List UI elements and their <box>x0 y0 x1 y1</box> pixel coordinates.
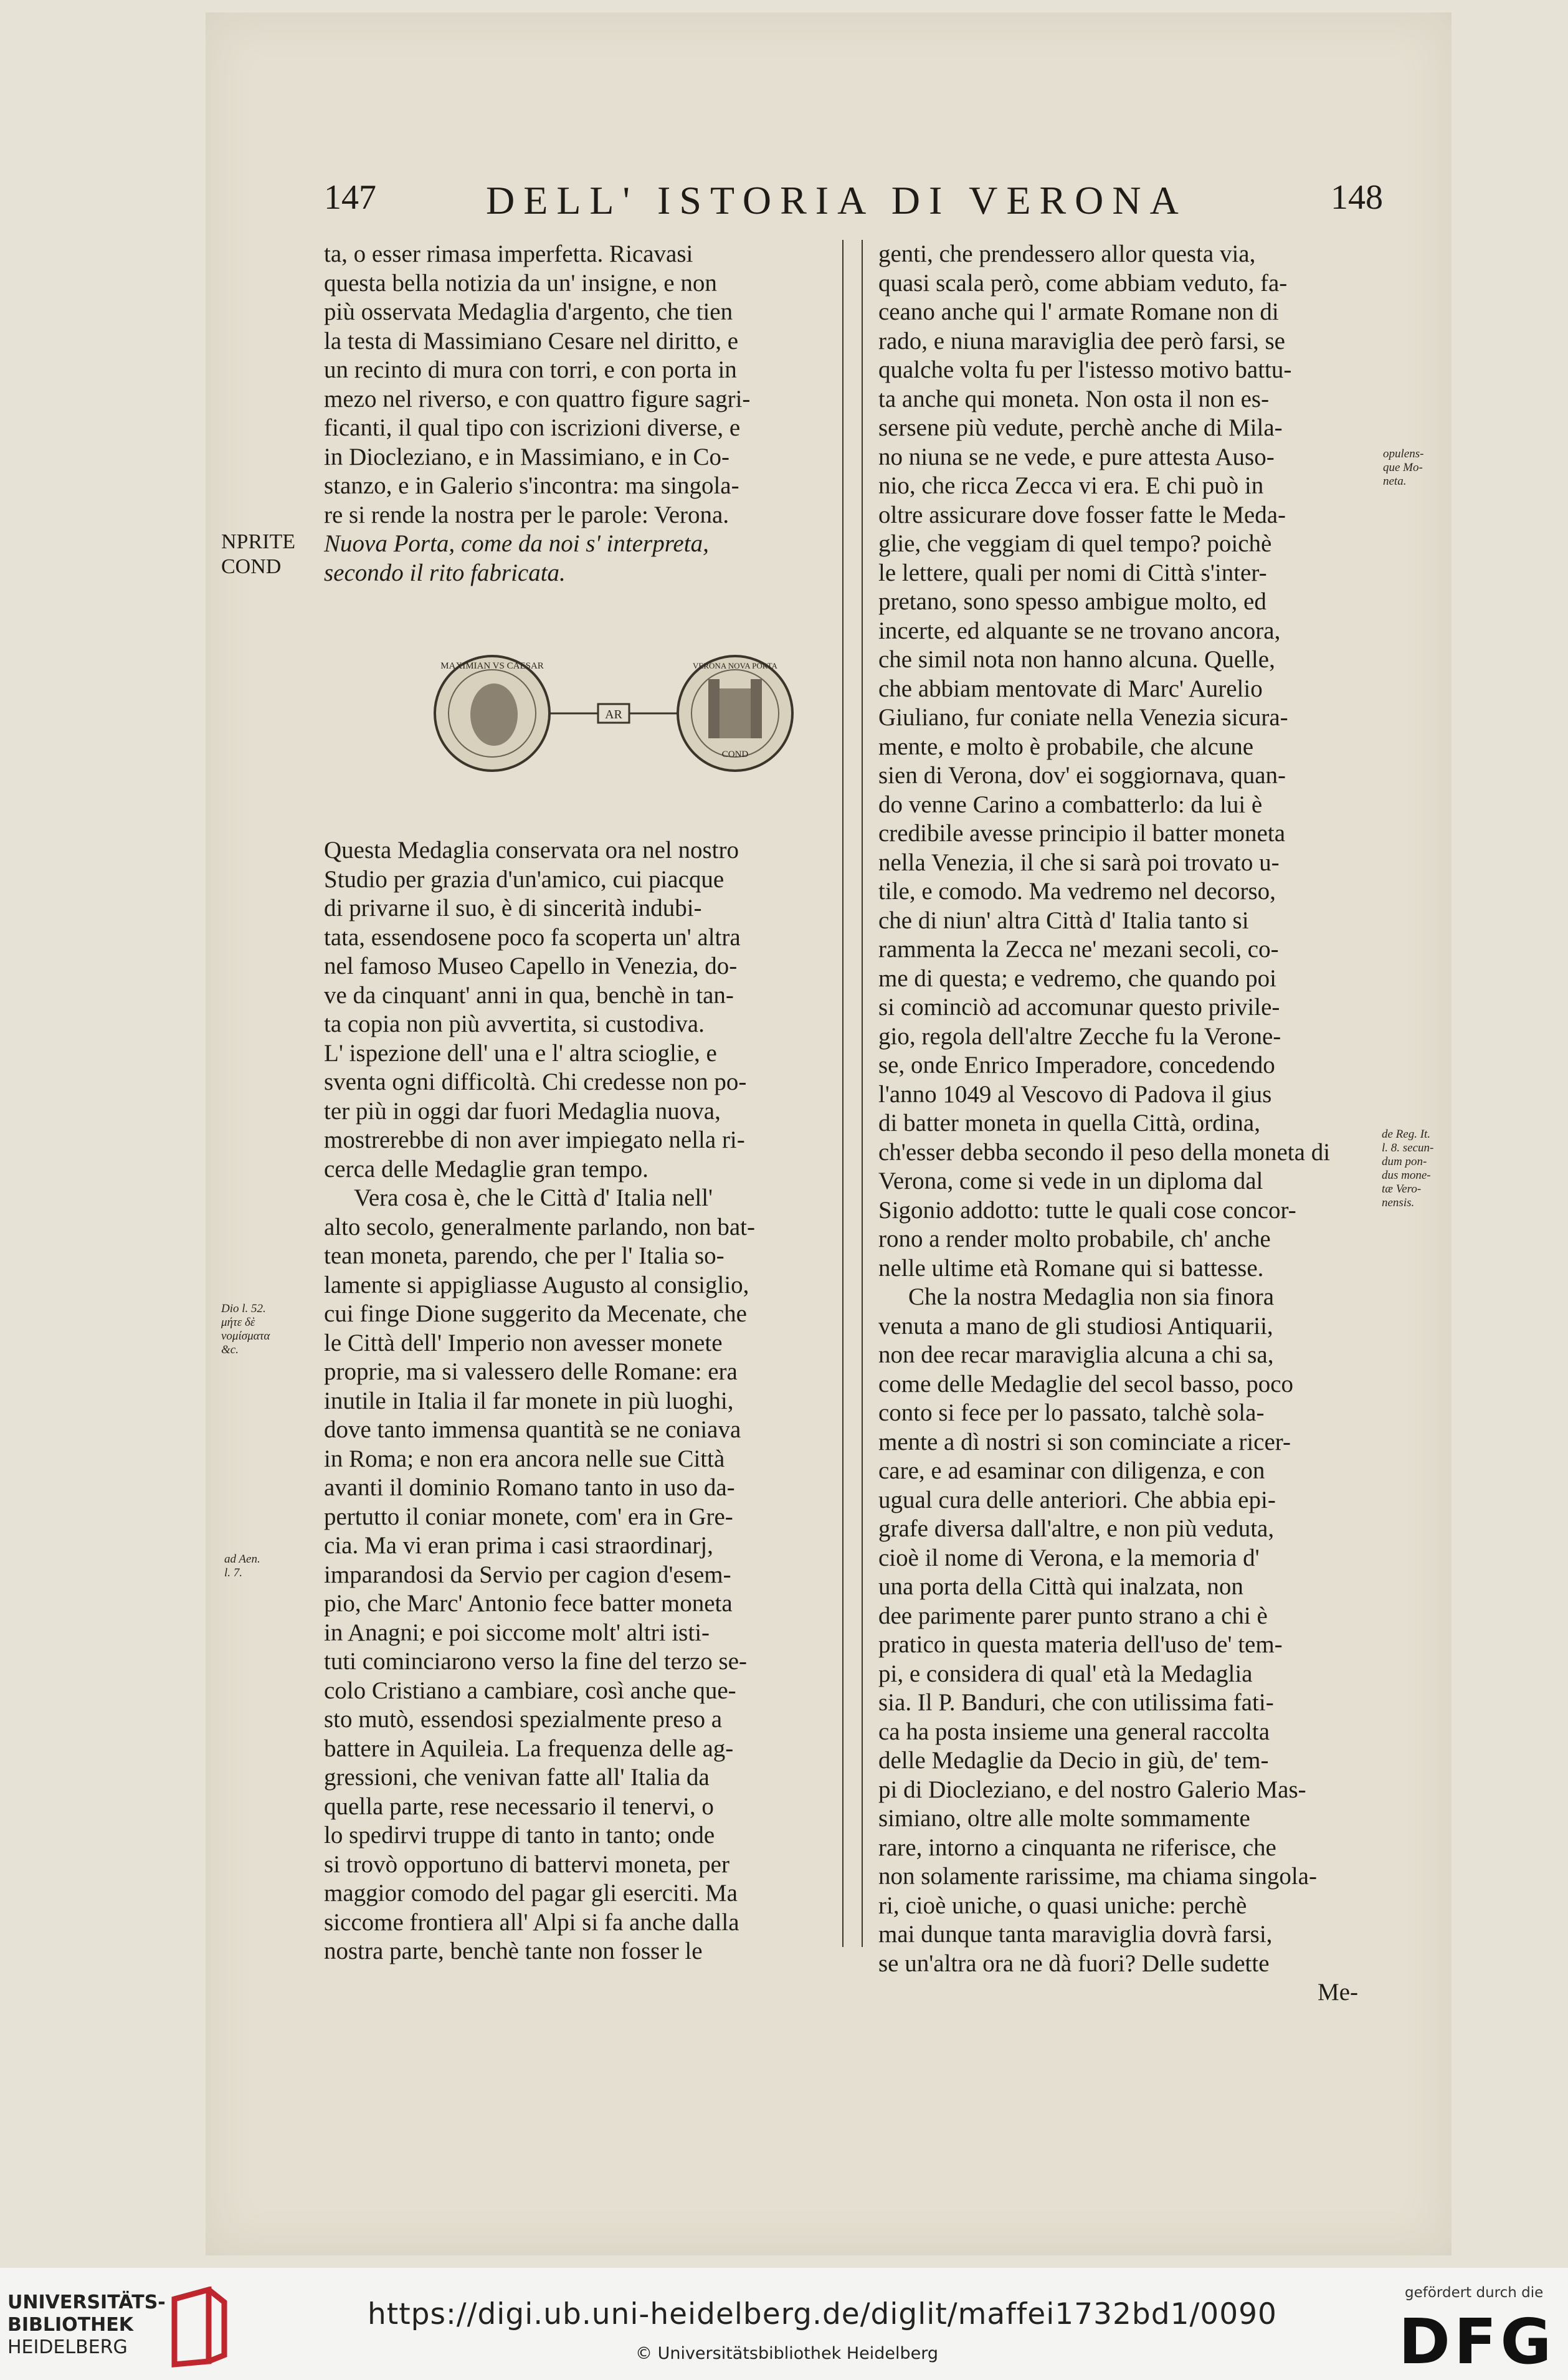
note-line: opulens- <box>1383 447 1424 460</box>
text-line: sto mutò, essendosi spezialmente preso a <box>324 1706 723 1733</box>
text-line: pi di Diocleziano, e del nostro Galerio Mas- <box>878 1776 1306 1803</box>
text-line: conto si fece per lo passato, talchè sola- <box>878 1399 1265 1426</box>
text-line: cioè il nome di Verona, e la memoria d' <box>878 1544 1260 1571</box>
text-line: pratico in questa materia dell'uso de' tem- <box>878 1631 1283 1658</box>
text-line: di privarne il suo, è di sincerità indubi- <box>324 895 702 921</box>
note-line: neta. <box>1383 475 1407 488</box>
text-line: tean moneta, parendo, che per l' Italia so- <box>324 1242 725 1269</box>
gate-tower-right <box>751 679 762 738</box>
text-line: Questa Medaglia conservata ora nel nostro <box>324 837 739 864</box>
text-line: non dee recar maraviglia alcuna a chi sa, <box>878 1341 1274 1368</box>
text-line: le Città dell' Imperio non avesser monete <box>324 1329 723 1356</box>
emperor-head <box>470 683 518 746</box>
text-line: come delle Medaglie del secol basso, poco <box>878 1370 1294 1397</box>
text-line: cui finge Dione suggerito da Mecenate, che <box>324 1300 747 1327</box>
text-line: re si rende la nostra per le parole: Verona. <box>324 501 729 528</box>
right-column <box>878 240 1358 2007</box>
text-line: glie, che veggiam di quel tempo? poichè <box>878 530 1272 557</box>
running-head <box>324 178 1383 221</box>
note-line: dum pon- <box>1382 1155 1427 1168</box>
text-line: la testa di Massimiano Cesare nel diritto, e <box>324 327 738 355</box>
text-line: le lettere, quali per nomi di Città s'inter- <box>878 559 1267 586</box>
library-logo-line: UNIVERSITÄTS- <box>7 2292 166 2313</box>
text-line: l'anno 1049 al Vescovo di Padova il gius <box>878 1080 1272 1108</box>
note-line: Dio l. 52. <box>221 1302 266 1315</box>
text-line: dee parimente parer punto strano a chi è <box>878 1602 1268 1629</box>
text-line: Verona, come si vede in un diploma dal <box>878 1168 1263 1194</box>
margin-note-dio <box>221 1302 270 1357</box>
text-line: pertutto il coniar monete, com' era in Gre- <box>324 1503 733 1530</box>
viewer-footer <box>0 2268 1568 2380</box>
text-line: mezo nel riverso, e con quattro figure sagri- <box>324 385 751 412</box>
text-line: di batter moneta in quella Città, ordina, <box>878 1110 1260 1136</box>
text-line: tile, e comodo. Ma vedremo nel decorso, <box>878 878 1276 905</box>
margin-note-opulens <box>1383 447 1423 488</box>
note-line: &c. <box>221 1343 239 1356</box>
note-line: que Mo- <box>1383 461 1423 474</box>
copyright-notice: © Universitätsbibliothek Heidelberg <box>635 2344 939 2363</box>
permalink-url[interactable]: https://digi.ub.uni-heidelberg.de/diglit/maffei1732bd1/0090 <box>368 2297 1277 2331</box>
text-line: mostrerebbe di non aver impiegato nella ri- <box>324 1126 745 1153</box>
text-line: ch'esser debba secondo il peso della moneta di <box>878 1138 1331 1166</box>
text-line: Studio per grazia d'un'amico, cui piacque <box>324 865 725 893</box>
text-line: tata, essendosene poco fa scoperta un' altra <box>324 923 741 951</box>
text-line: ta copia non più avvertita, si custodiva. <box>324 1011 705 1037</box>
column-rule-right <box>862 240 863 1947</box>
text-line: proprie, ma si valessero delle Romane: era <box>324 1358 738 1385</box>
text-line: rammenta la Zecca ne' mezani secoli, co- <box>878 936 1279 963</box>
library-logo-line: BIBLIOTHEK <box>7 2314 133 2336</box>
text-line: care, e ad esaminar con diligenza, e con <box>878 1457 1265 1484</box>
metal-mark: AR <box>605 708 622 721</box>
text-line: nostra parte, benchè tante non fosser le <box>324 1938 703 1964</box>
text-line: do venne Carino a combatterlo: da lui è <box>878 791 1263 818</box>
text-line: gio, regola dell'altre Zecche fu la Verone- <box>878 1022 1281 1050</box>
text-line: cerca delle Medaglie gran tempo. <box>324 1155 649 1183</box>
text-line: stanzo, e in Galerio s'incontra: ma singola- <box>324 472 739 499</box>
text-line: inutile in Italia il far monete in più luoghi, <box>324 1387 734 1414</box>
text-line: quella parte, rese necessario il tenervi, o <box>324 1792 714 1820</box>
text-line: sersene più vedute, perchè anche di Mila- <box>878 414 1283 441</box>
text-line: maggior comodo del pagar gli eserciti. Ma <box>324 1880 738 1906</box>
text-line: pretano, sono spesso ambigue molto, ed <box>878 588 1266 615</box>
text-line: pi, e considera di qual' età la Medaglia <box>878 1660 1253 1687</box>
page-number-right: 148 <box>1331 178 1383 217</box>
note-line: l. 8. secun- <box>1382 1141 1434 1154</box>
text-line: siccome frontiera all' Alpi si fa anche dalla <box>324 1908 739 1936</box>
note-line: de Reg. It. <box>1382 1128 1431 1141</box>
text-line: nio, che ricca Zecca vi era. E chi può in <box>878 472 1264 499</box>
text-line: una porta della Città qui inalzata, non <box>878 1573 1243 1600</box>
text-line: rado, e niuna maraviglia dee però farsi, se <box>878 327 1285 355</box>
text-line: ficanti, il qual tipo con iscrizioni diverse, e <box>324 414 741 441</box>
column-rule-left <box>842 240 843 1947</box>
text-line: simiano, oltre alle molte sommamente <box>878 1805 1250 1832</box>
margin-note-aen <box>224 1553 260 1580</box>
text-line: cia. Ma vi eran prima i casi straordinarj, <box>324 1532 713 1559</box>
left-column-top <box>324 240 750 588</box>
obverse-legend: MAXIMIAN VS CAESAR <box>440 661 544 671</box>
city-gate <box>713 688 757 738</box>
text-line: lamente si appigliasse Augusto al consiglio, <box>324 1271 749 1298</box>
library-logo-line: HEIDELBERG <box>7 2336 128 2358</box>
note-line: μήτε δὲ <box>221 1316 255 1329</box>
text-line: in Roma; e non era ancora nelle sue Città <box>324 1445 725 1472</box>
text-line: sien di Verona, dov' ei soggiornava, quan- <box>878 762 1286 789</box>
left-column-bottom <box>324 836 755 1966</box>
library-logo-icon <box>162 2287 230 2368</box>
fragment-line: NPRITE <box>221 530 295 553</box>
text-line: lo spedirvi truppe di tanto in tanto; onde <box>324 1822 715 1849</box>
text-line: Sigonio addotto: tutte le quali cose concor- <box>878 1196 1296 1224</box>
text-line: venuta a mano de gli studiosi Antiquarii, <box>878 1312 1273 1340</box>
facing-page-fragment <box>221 530 295 579</box>
running-title: DELL' ISTORIA DI VERONA <box>486 178 1187 222</box>
text-line: ta, o esser rimasa imperfetta. Ricavasi <box>324 240 693 267</box>
text-line: battere in Aquileia. La frequenza delle ag- <box>324 1735 734 1762</box>
text-line: questa bella notizia da un' insigne, e non <box>324 269 717 297</box>
note-line: l. 7. <box>224 1566 243 1579</box>
text-line: che simil nota non hanno alcuna. Quelle, <box>878 646 1275 673</box>
fragment-line: COND <box>221 555 282 578</box>
margin-note-reg <box>1382 1128 1433 1210</box>
text-line: ve da cinquant' anni in qua, benchè in tan- <box>324 981 734 1009</box>
text-line: L' ispezione dell' una e l' altra scioglie, e <box>324 1039 717 1067</box>
text-line: no niuna se ne vede, e pure attesta Auso- <box>878 443 1275 470</box>
note-line: νομίσματα <box>221 1330 270 1343</box>
note-line: tæ Vero- <box>1382 1183 1422 1196</box>
text-line: credibile avesse principio il batter moneta <box>878 820 1286 847</box>
text-line: tuti cominciarono verso la fine del terzo se- <box>324 1648 747 1675</box>
text-line: secondo il rito fabricata. <box>324 559 566 586</box>
text-line: colo Cristiano a cambiare, così anche que- <box>324 1677 736 1704</box>
note-line: nensis. <box>1382 1196 1415 1209</box>
text-line: mai dunque tanta maraviglia dovrà farsi, <box>878 1921 1273 1948</box>
text-line: alto secolo, generalmente parlando, non bat- <box>324 1213 755 1240</box>
text-line: nelle ultime età Romane qui si battesse. <box>878 1254 1264 1282</box>
text-line: rare, intorno a cinquanta ne riferisce, che <box>878 1834 1276 1861</box>
text-line: pio, che Marc' Antonio fece batter moneta <box>324 1590 733 1617</box>
text-line: Che la nostra Medaglia non sia finora <box>908 1283 1274 1310</box>
text-line: se, onde Enrico Imperadore, concedendo <box>878 1052 1275 1078</box>
text-line: Nuova Porta, come da noi s' interpreta, <box>324 530 709 557</box>
text-line: imparandosi da Servio per cagion d'esem- <box>324 1561 731 1588</box>
text-line: quasi scala però, come abbiam veduto, fa- <box>878 269 1288 297</box>
text-line: Vera cosa è, che le Città d' Italia nell' <box>354 1184 713 1211</box>
text-line: rono a render molto probabile, ch' anche <box>878 1226 1271 1252</box>
note-line: dus mone- <box>1382 1169 1431 1182</box>
text-line: non solamente rarissime, ma chiama singola- <box>878 1863 1317 1890</box>
text-line: che di niun' altra Città d' Italia tanto si <box>878 907 1249 934</box>
text-line: più osservata Medaglia d'argento, che tien <box>324 298 733 325</box>
text-line: ta anche qui moneta. Non osta il non es- <box>878 385 1270 412</box>
text-line: nel famoso Museo Capello in Venezia, do- <box>324 953 738 979</box>
text-line: sia. Il P. Banduri, che con utilissima fati- <box>878 1689 1274 1716</box>
note-line: ad Aen. <box>224 1553 260 1566</box>
text-line: se un'altra ora ne dà fuori? Delle sudette <box>878 1949 1270 1977</box>
dfg-logo: DFG <box>1399 2305 1556 2378</box>
text-line: ca ha posta insieme una general raccolta <box>878 1718 1270 1745</box>
text-line: genti, che prendessero allor questa via, <box>878 240 1256 267</box>
catchword: Me- <box>1318 1979 1358 2006</box>
text-line: gressioni, che venivan fatte all' Italia da <box>324 1764 710 1791</box>
text-line: qualche volta fu per l'istesso motivo battu- <box>878 356 1292 383</box>
text-line: che abbiam mentovate di Marc' Aurelio <box>878 675 1263 702</box>
text-line: incerte, ed alquante se ne trovano ancora, <box>878 617 1281 644</box>
text-line: sventa ogni difficoltà. Chi credesse non po- <box>324 1069 747 1095</box>
text-line: avanti il dominio Romano tanto in uso da- <box>324 1474 735 1501</box>
page-number-left: 147 <box>324 178 376 217</box>
text-line: oltre assicurare dove fosser fatte le Meda- <box>878 501 1286 528</box>
text-line: ceano anche qui l' armate Romane non di <box>878 298 1279 325</box>
text-line: dove tanto immensa quantità se ne coniava <box>324 1416 741 1443</box>
text-line: si cominciò ad accomunar questo privile- <box>878 994 1280 1021</box>
coin-illustration <box>430 645 797 782</box>
reverse-exergue: COND <box>721 750 749 759</box>
reverse-legend: VERONA NOVA PORTA <box>693 661 777 670</box>
text-line: delle Medaglie da Decio in giù, de' tem- <box>878 1747 1269 1774</box>
text-line: ugual cura delle anteriori. Che abbia epi- <box>878 1486 1276 1513</box>
text-line: me di questa; e vedremo, che quando poi <box>878 964 1276 992</box>
text-line: in Diocleziano, e in Massimiano, e in Co- <box>324 443 729 470</box>
text-line: un recinto di mura con torri, e con porta in <box>324 356 737 383</box>
text-line: mente, e molto è probabile, che alcune <box>878 733 1254 760</box>
gate-tower-left <box>708 679 720 738</box>
text-line: ter più in oggi dar fuori Medaglia nuova, <box>324 1097 721 1125</box>
text-line: mente a dì nostri si son cominciate a ricer- <box>878 1428 1291 1455</box>
text-line: si trovò opportuno di battervi moneta, per <box>324 1850 729 1878</box>
text-line: grafe diversa dall'altre, e non più veduta, <box>878 1515 1275 1542</box>
text-line: ri, cioè uniche, o quasi uniche: perchè <box>878 1892 1247 1919</box>
text-line: nella Venezia, il che si sarà poi trovato u- <box>878 849 1280 876</box>
text-line: in Anagni; e poi siccome molt' altri isti- <box>324 1619 710 1646</box>
text-line: Giuliano, fur coniate nella Venezia sicura- <box>878 704 1288 731</box>
funding-note: gefördert durch die <box>1405 2285 1544 2301</box>
